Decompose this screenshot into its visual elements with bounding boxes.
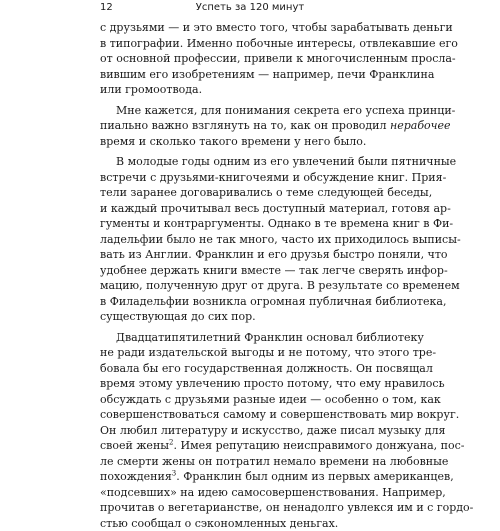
text-line: Мне кажется, для понимания секрета его успеха принци- bbox=[100, 103, 400, 119]
text-line: тели заранее договаривались о теме следующей беседы, bbox=[100, 185, 400, 201]
text-run: пиально важно взглянуть на то, как он проводил bbox=[100, 119, 390, 132]
paragraph bbox=[100, 20, 400, 98]
text-line: в типографии. Именно побочные интересы, отвлекавшие его bbox=[100, 36, 400, 52]
text-line: время и сколько такого времени у него было. bbox=[100, 134, 400, 150]
text-line: совершенствоваться самому и совершенствовать мир вокруг. bbox=[100, 407, 400, 423]
text-line: бовала бы его государственная должность. Он посвящал bbox=[100, 361, 400, 377]
paragraph bbox=[100, 330, 400, 531]
text-run: своей жены bbox=[100, 439, 169, 452]
text-line: с друзьями — и это вместо того, чтобы зарабатывать деньги bbox=[100, 20, 400, 36]
text-line: ладельфии было не так много, часто их приходилось выписы- bbox=[100, 232, 400, 248]
text-line: гументы и контраргументы. Однако в те времена книг в Фи- bbox=[100, 216, 400, 232]
text-line: встречи с друзьями-книгочеями и обсуждение книг. Прия- bbox=[100, 170, 400, 186]
text-line: и каждый прочитывал весь доступный материал, готовя ар- bbox=[100, 201, 400, 217]
text-line: обсуждать с друзьями разные идеи — особенно о том, как bbox=[100, 392, 400, 408]
text-run: похождения bbox=[100, 470, 172, 483]
emphasized-word: нерабочее bbox=[390, 119, 451, 132]
text-line: или громоотвода. bbox=[100, 82, 400, 98]
paragraph bbox=[100, 154, 400, 325]
text-line: вать из Англии. Франклин и его друзья быстро поняли, что bbox=[100, 247, 400, 263]
text-line: время этому увлечению просто потому, что ему нравилось bbox=[100, 376, 400, 392]
text-line: «подсевших» на идею самосовершенствования. Например, bbox=[100, 485, 400, 501]
text-line bbox=[100, 469, 400, 485]
text-line: ле смерти жены он потратил немало времени на любовные bbox=[100, 454, 400, 470]
text-line: Двадцатипятилетний Франклин основал библиотеку bbox=[100, 330, 400, 346]
text-run: . Франклин был одним из первых американцев, bbox=[176, 470, 453, 483]
paragraph bbox=[100, 103, 400, 150]
text-line: существующая до сих пор. bbox=[100, 309, 400, 325]
text-line: не ради издательской выгоды и не потому, что этого тре- bbox=[100, 345, 400, 361]
text-line: мацию, полученную друг от друга. В результате со временем bbox=[100, 278, 400, 294]
text-line: В молодые годы одним из его увлечений были пятничные bbox=[100, 154, 400, 170]
body-text bbox=[100, 20, 400, 531]
running-head bbox=[100, 1, 400, 15]
footnote-marker[interactable]: 2 bbox=[169, 438, 173, 446]
text-line bbox=[100, 438, 400, 454]
text-line: в Филадельфии возникла огромная публичная библиотека, bbox=[100, 294, 400, 310]
page-number: 12 bbox=[100, 1, 113, 15]
text-line bbox=[100, 118, 400, 134]
text-line: удобнее держать книги вместе — так легче сверять инфор- bbox=[100, 263, 400, 279]
text-line: стью сообщал о сэкономленных деньгах. bbox=[100, 516, 400, 531]
footnote-marker[interactable]: 3 bbox=[172, 469, 176, 477]
text-line: от основной профессии, привели к многочисленным просла- bbox=[100, 51, 400, 67]
book-title: Успеть за 120 минут bbox=[100, 1, 400, 15]
text-run: . Имея репутацию неисправимого донжуана, пос- bbox=[174, 439, 465, 452]
text-line: вившим его изобретениям — например, печи Франклина bbox=[100, 67, 400, 83]
text-line: Он любил литературу и искусство, даже писал музыку для bbox=[100, 423, 400, 439]
text-line: прочитав о вегетарианстве, он ненадолго увлекся им и с гордо- bbox=[100, 500, 400, 516]
